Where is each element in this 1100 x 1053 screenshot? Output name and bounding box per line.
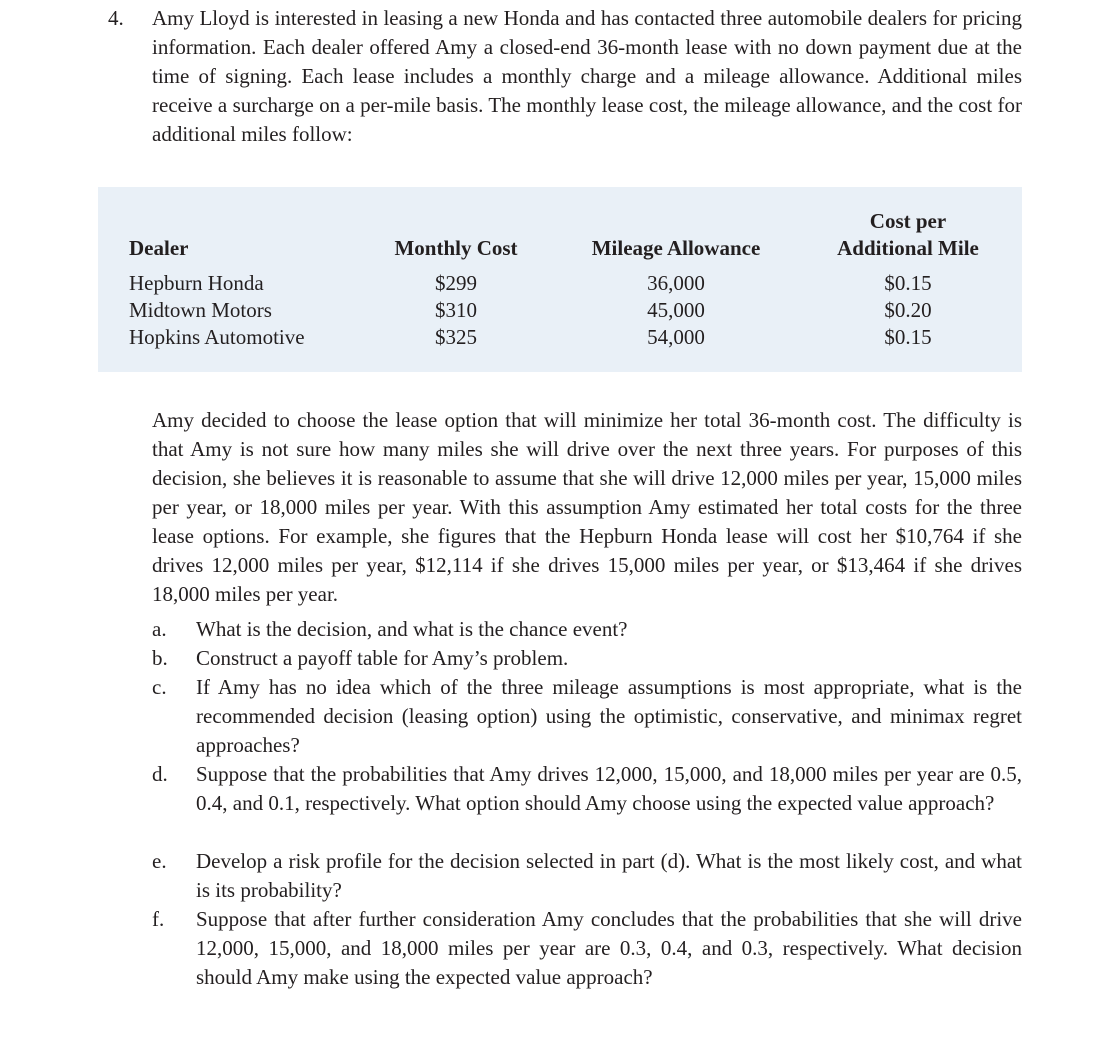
row-3-monthly-cost: $325 xyxy=(435,325,477,349)
row-2-cost-per-mile: $0.20 xyxy=(884,298,932,322)
row-1-monthly-cost: $299 xyxy=(435,271,477,295)
row-3-dealer: Hopkins Automotive xyxy=(129,325,305,349)
row-2-monthly-cost: $310 xyxy=(435,298,477,322)
row-1-dealer: Hepburn Honda xyxy=(129,271,264,295)
part-b xyxy=(152,644,1022,673)
header-mileage-allowance: Mileage Allowance xyxy=(591,236,761,260)
part-d xyxy=(152,760,1022,818)
row-3-mileage-allowance: 54,000 xyxy=(647,325,705,349)
part-c xyxy=(152,673,1022,760)
header-cost-per-line1: Cost per xyxy=(869,209,947,233)
part-text: Suppose that the probabilities that Amy drives 12,000, 15,000, and 18,000 miles per year are 0.5, 0.4, and 0.1, respectively. What option should Amy choose using the expected value approach? xyxy=(196,762,1022,815)
part-a xyxy=(152,615,1022,644)
lease-table xyxy=(98,187,1022,372)
part-f xyxy=(152,905,1022,992)
header-monthly-cost: Monthly Cost xyxy=(394,236,518,260)
part-letter: e. xyxy=(152,849,167,873)
part-letter: f. xyxy=(152,907,165,931)
row-2-dealer: Midtown Motors xyxy=(129,298,272,322)
problem-body: Amy decided to choose the lease option that will minimize her total 36-month cost. The difficulty is that Amy is not sure how many miles she will drive over the next three years. For purposes of this decision, she believes it is reasonable to assume that she will drive 12,000 miles per year, 15,000 miles per year, or 18,000 miles per year. With this assumption Amy estimated her total costs for the three lease options. For example, she figures that the Hepburn Honda lease will cost her $10,764 if she drives 12,000 miles per year, $12,114 if she drives 15,000 miles per year, or $13,464 if she drives 18,000 miles per year. xyxy=(152,408,1022,606)
part-letter: d. xyxy=(152,762,168,786)
header-dealer: Dealer xyxy=(129,236,189,260)
part-text: Develop a risk profile for the decision selected in part (d). What is the most likely cost, and what is its probability? xyxy=(196,849,1022,902)
part-letter: c. xyxy=(152,675,167,699)
part-text: Suppose that after further consideration Amy concludes that the probabilities that she will drive 12,000, 15,000, and 18,000 miles per year are 0.3, 0.4, and 0.3, respectively. What decision should Amy make using the expected value approach? xyxy=(196,907,1022,989)
header-cost-per-line2: Additional Mile xyxy=(837,236,979,260)
part-text: Construct a payoff table for Amy’s problem. xyxy=(196,646,569,670)
part-letter: a. xyxy=(152,617,167,641)
row-2-mileage-allowance: 45,000 xyxy=(647,298,705,322)
part-text: If Amy has no idea which of the three mileage assumptions is most appropriate, what is the recommended decision (leasing option) using the optimistic, conservative, and minimax regret approaches? xyxy=(196,675,1022,757)
row-1-mileage-allowance: 36,000 xyxy=(647,271,705,295)
row-1-cost-per-mile: $0.15 xyxy=(884,271,932,295)
part-letter: b. xyxy=(152,646,168,670)
part-text: What is the decision, and what is the chance event? xyxy=(196,617,628,641)
row-3-cost-per-mile: $0.15 xyxy=(884,325,932,349)
part-e xyxy=(152,847,1022,905)
problem-number: 4. xyxy=(108,6,124,30)
problem-intro: Amy Lloyd is interested in leasing a new Honda and has contacted three automobile dealers for pricing information. Each dealer offered Amy a closed-end 36-month lease with no down payment due at the time of signing. Each lease includes a monthly charge and a mileage allowance. Additional miles receive a surcharge on a per-mile basis. The monthly lease cost, the mileage allowance, and the cost for additional miles follow: xyxy=(152,6,1022,146)
